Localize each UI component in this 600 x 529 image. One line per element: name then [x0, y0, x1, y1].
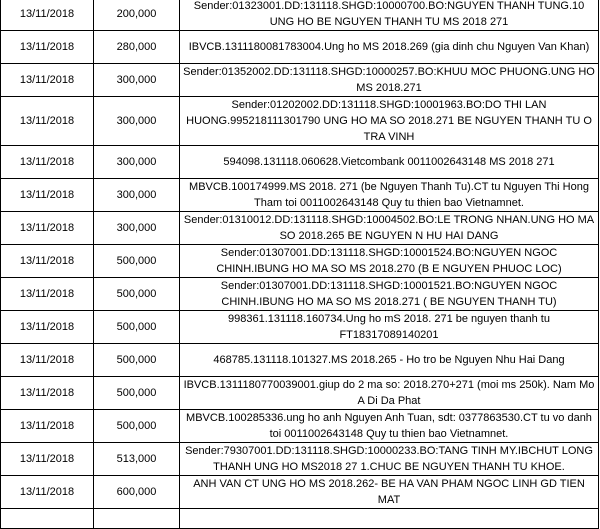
- description-cell: 998361.131118.160734.Ung ho mS 2018. 271 be nguyen thanh tu FT18317089140201: [180, 311, 599, 344]
- date-cell: 13/11/2018: [1, 377, 94, 410]
- date-cell: 13/11/2018: [1, 410, 94, 443]
- amount-cell: [94, 509, 180, 529]
- table-row: [1, 509, 599, 529]
- description-cell: Sender:01323001.DD:131118.SHGD:10000700.BO:NGUYEN THANH TUNG.10 UNG HO BE NGUYEN THANH TU MS 2018 271: [180, 0, 599, 31]
- description-cell: Sender:01202002.DD:131118.SHGD:10001963.BO:DO THI LAN HUONG.995218111301790 UNG HO MA SO 2018.271 BE NGUYEN THANH TU O TRA VINH: [180, 97, 599, 146]
- description-cell: IBVCB.1311180770039001.giup do 2 ma so: 2018.270+271 (moi ms 250k). Nam Mo A Di Da Phat: [180, 377, 599, 410]
- table-row: [1, 97, 599, 146]
- date-cell: 13/11/2018: [1, 179, 94, 212]
- date-cell: 13/11/2018: [1, 476, 94, 509]
- amount-cell: 200,000: [94, 0, 180, 31]
- description-cell: IBVCB.1311180081783004.Ung ho MS 2018.269 (gia dinh chu Nguyen Van Khan): [180, 31, 599, 64]
- amount-cell: 300,000: [94, 146, 180, 179]
- date-cell: 13/11/2018: [1, 278, 94, 311]
- date-cell: 13/11/2018: [1, 212, 94, 245]
- table-row: [1, 146, 599, 179]
- table-row: [1, 245, 599, 278]
- description-cell: [180, 509, 599, 529]
- description-cell: MBVCB.100285336.ung ho anh Nguyen Anh Tuan, sdt: 0377863530.CT tu vo danh toi 0011002643148 Quy tu thien bao Vietnamnet.: [180, 410, 599, 443]
- table-row: [1, 311, 599, 344]
- ledger-body: [1, 0, 599, 529]
- amount-cell: 300,000: [94, 97, 180, 146]
- date-cell: 13/11/2018: [1, 97, 94, 146]
- amount-cell: 300,000: [94, 212, 180, 245]
- table-row: [1, 64, 599, 97]
- amount-cell: 500,000: [94, 311, 180, 344]
- amount-cell: 500,000: [94, 278, 180, 311]
- description-cell: MBVCB.100174999.MS 2018. 271 (be Nguyen Thanh Tu).CT tu Nguyen Thi Hong Tham toi 0011002643148 Quy tu thien bao Vietnamnet.: [180, 179, 599, 212]
- table-row: [1, 278, 599, 311]
- description-cell: ANH VAN CT UNG HO MS 2018.262- BE HA VAN PHAM NGOC LINH GD TIEN MAT: [180, 476, 599, 509]
- description-cell: 468785.131118.101327.MS 2018.265 - Ho tro be Nguyen Nhu Hai Dang: [180, 344, 599, 377]
- table-row: [1, 0, 599, 31]
- date-cell: [1, 509, 94, 529]
- table-row: [1, 377, 599, 410]
- date-cell: 13/11/2018: [1, 245, 94, 278]
- date-cell: 13/11/2018: [1, 344, 94, 377]
- table-row: [1, 212, 599, 245]
- amount-cell: 500,000: [94, 410, 180, 443]
- amount-cell: 600,000: [94, 476, 180, 509]
- date-cell: 13/11/2018: [1, 64, 94, 97]
- amount-cell: 280,000: [94, 31, 180, 64]
- table-row: [1, 31, 599, 64]
- description-cell: Sender:01307001.DD:131118.SHGD:10001524.BO:NGUYEN NGOC CHINH.IBUNG HO MA SO MS 2018.270 (B E NGUYEN PHUOC LOC): [180, 245, 599, 278]
- description-cell: Sender:01310012.DD:131118.SHGD:10004502.BO:LE TRONG NHAN.UNG HO MA SO 2018.265 BE NGUYEN N HU HAI DANG: [180, 212, 599, 245]
- date-cell: 13/11/2018: [1, 0, 94, 31]
- table-row: [1, 410, 599, 443]
- date-cell: 13/11/2018: [1, 31, 94, 64]
- table-row: [1, 179, 599, 212]
- description-cell: Sender:01307001.DD:131118.SHGD:10001521.BO:NGUYEN NGOC CHINH.IBUNG HO MA SO MS 2018.271 ( BE NGUYEN THANH TU): [180, 278, 599, 311]
- amount-cell: 500,000: [94, 245, 180, 278]
- amount-cell: 500,000: [94, 377, 180, 410]
- amount-cell: 513,000: [94, 443, 180, 476]
- table-row: [1, 344, 599, 377]
- description-cell: Sender:01352002.DD:131118.SHGD:10000257.BO:KHUU MOC PHUONG.UNG HO MS 2018.271: [180, 64, 599, 97]
- amount-cell: 300,000: [94, 179, 180, 212]
- date-cell: 13/11/2018: [1, 311, 94, 344]
- description-cell: Sender:79307001.DD:131118.SHGD:10000233.BO:TANG TINH MY.IBCHUT LONG THANH UNG HO MS2018 27 1.CHUC BE NGUYEN THANH TU KHOE.: [180, 443, 599, 476]
- description-cell: 594098.131118.060628.Vietcombank 0011002643148 MS 2018 271: [180, 146, 599, 179]
- amount-cell: 300,000: [94, 64, 180, 97]
- table-row: [1, 476, 599, 509]
- date-cell: 13/11/2018: [1, 146, 94, 179]
- date-cell: 13/11/2018: [1, 443, 94, 476]
- amount-cell: 500,000: [94, 344, 180, 377]
- table-row: [1, 443, 599, 476]
